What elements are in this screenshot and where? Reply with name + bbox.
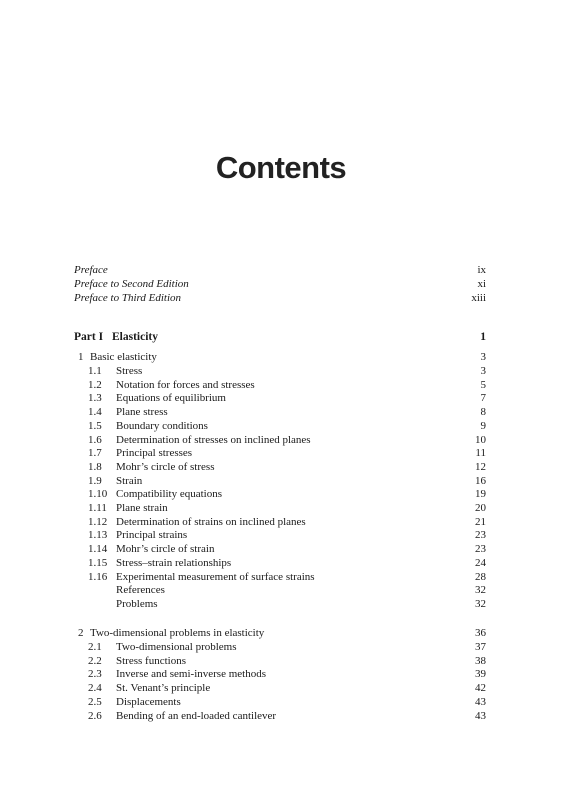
- section-title: Compatibility equations: [116, 488, 223, 501]
- toc-part-heading[interactable]: [74, 330, 486, 344]
- section-page: 21: [475, 515, 486, 528]
- section-page: 10: [475, 433, 486, 446]
- toc-section[interactable]: [74, 364, 486, 378]
- toc-section[interactable]: [74, 501, 486, 515]
- section-title: References: [116, 584, 165, 597]
- section-number: 1.16: [88, 570, 108, 583]
- toc-entry-page: ix: [477, 264, 486, 276]
- toc-section[interactable]: [74, 709, 486, 723]
- section-number: 1.6: [88, 433, 102, 446]
- section-page: 43: [475, 695, 486, 708]
- toc-section[interactable]: [74, 460, 486, 474]
- toc-entry-label: Preface: [74, 264, 108, 276]
- section-page: 32: [475, 597, 486, 610]
- section-page: 5: [480, 378, 486, 391]
- section-number: 1.3: [88, 392, 102, 405]
- section-page: 38: [475, 654, 486, 667]
- section-title: Equations of equilibrium: [116, 392, 226, 405]
- section-title: Boundary conditions: [116, 419, 208, 432]
- chapter-page: 3: [480, 351, 486, 363]
- toc-chapter-1[interactable]: [74, 350, 486, 364]
- section-title: Problems: [116, 597, 158, 610]
- chapter-title: Two-dimensional problems in elasticity: [90, 627, 265, 639]
- chapter-title: Basic elasticity: [90, 351, 157, 363]
- toc-entry-page: xi: [477, 278, 486, 290]
- section-page: 19: [475, 488, 486, 501]
- section-page: 23: [475, 543, 486, 556]
- toc-section[interactable]: [74, 378, 486, 392]
- section-page: 12: [475, 460, 486, 473]
- section-page: 20: [475, 502, 486, 514]
- toc-section[interactable]: [74, 556, 486, 570]
- section-title: Principal stresses: [116, 447, 193, 460]
- section-page: 8: [480, 406, 486, 419]
- section-number: 1.2: [88, 378, 102, 391]
- toc-entry-preface[interactable]: [74, 263, 486, 277]
- section-title: Experimental measurement of surface strains: [116, 570, 315, 583]
- section-title: Stress: [116, 365, 143, 377]
- section-page: 3: [480, 365, 486, 377]
- toc-section[interactable]: [74, 474, 486, 488]
- section-number: 2.3: [88, 668, 102, 681]
- part-page: 1: [480, 331, 486, 343]
- section-number: 1.12: [88, 515, 108, 528]
- section-number: 1.15: [88, 556, 108, 569]
- section-page: 24: [475, 556, 486, 569]
- section-page: 43: [475, 709, 486, 722]
- toc-section[interactable]: [74, 542, 486, 556]
- chapter-page: 36: [475, 627, 486, 639]
- section-title: Mohr’s circle of strain: [116, 543, 215, 556]
- toc-entry-page: xiii: [471, 292, 486, 304]
- toc-section[interactable]: [74, 640, 486, 654]
- section-title: Plane stress: [116, 406, 168, 419]
- toc-section[interactable]: [74, 487, 486, 501]
- section-page: 39: [475, 668, 486, 681]
- section-number: 1.8: [88, 460, 102, 473]
- toc-section[interactable]: [74, 391, 486, 405]
- section-page: 11: [475, 447, 486, 460]
- section-title: Determination of strains on inclined planes: [116, 515, 306, 528]
- section-page: 7: [480, 392, 486, 405]
- part-title: Elasticity: [112, 331, 158, 343]
- section-number: 2.2: [88, 654, 102, 667]
- section-title: Bending of an end-loaded cantilever: [116, 709, 277, 722]
- section-title: Determination of stresses on inclined planes: [116, 433, 311, 446]
- section-number: 1.7: [88, 447, 102, 460]
- section-number: 1.5: [88, 419, 102, 432]
- section-title: Principal strains: [116, 529, 188, 542]
- toc-section-references[interactable]: [74, 583, 486, 597]
- toc-section[interactable]: [74, 419, 486, 433]
- part-number: Part I: [74, 331, 104, 343]
- section-page: 32: [475, 584, 486, 597]
- section-title: Mohr’s circle of stress: [116, 460, 215, 473]
- section-title: Stress–strain relationships: [116, 556, 232, 569]
- chapter-number: 1: [78, 351, 84, 363]
- section-number: 1.1: [88, 365, 102, 377]
- toc-section[interactable]: [74, 515, 486, 529]
- section-page: 28: [475, 570, 486, 583]
- toc-entry-preface-second-edition[interactable]: [74, 277, 486, 291]
- section-title: Plane strain: [116, 502, 168, 514]
- toc-chapter-2[interactable]: [74, 626, 486, 640]
- section-number: 2.1: [88, 641, 102, 653]
- section-page: 23: [475, 529, 486, 542]
- toc-section[interactable]: [74, 433, 486, 447]
- section-number: 2.6: [88, 709, 102, 722]
- toc-section[interactable]: [74, 681, 486, 695]
- toc-section[interactable]: [74, 570, 486, 584]
- section-number: 2.4: [88, 682, 102, 695]
- section-title: Stress functions: [116, 654, 186, 667]
- section-page: 16: [475, 474, 486, 487]
- section-number: 1.13: [88, 529, 108, 542]
- section-title: Strain: [116, 474, 143, 487]
- toc-section[interactable]: [74, 667, 486, 681]
- section-title: St. Venant’s principle: [116, 682, 211, 695]
- toc-entry-preface-third-edition[interactable]: [74, 291, 486, 305]
- toc-section[interactable]: [74, 695, 486, 709]
- section-page: 9: [480, 419, 486, 432]
- section-title: Displacements: [116, 695, 181, 708]
- chapter-number: 2: [78, 627, 84, 639]
- section-number: 1.11: [88, 502, 107, 514]
- section-number: 1.10: [88, 488, 108, 501]
- section-number: 2.5: [88, 695, 102, 708]
- toc-section[interactable]: [74, 528, 486, 542]
- section-title: Notation for forces and stresses: [116, 378, 255, 391]
- section-number: 1.4: [88, 406, 102, 419]
- toc-entry-label: Preface to Second Edition: [74, 278, 189, 290]
- section-number: 1.9: [88, 474, 102, 487]
- page-title: Contents: [215, 150, 347, 185]
- section-title: Inverse and semi-inverse methods: [116, 668, 266, 681]
- toc-section[interactable]: [74, 405, 486, 419]
- toc-section[interactable]: [74, 654, 486, 668]
- section-number: 1.14: [88, 543, 108, 556]
- toc-section-problems[interactable]: [74, 597, 486, 611]
- section-page: 42: [475, 682, 486, 695]
- section-page: 37: [475, 641, 486, 653]
- section-title: Two-dimensional problems: [116, 641, 237, 653]
- toc-section[interactable]: [74, 446, 486, 460]
- toc-entry-label: Preface to Third Edition: [74, 292, 182, 304]
